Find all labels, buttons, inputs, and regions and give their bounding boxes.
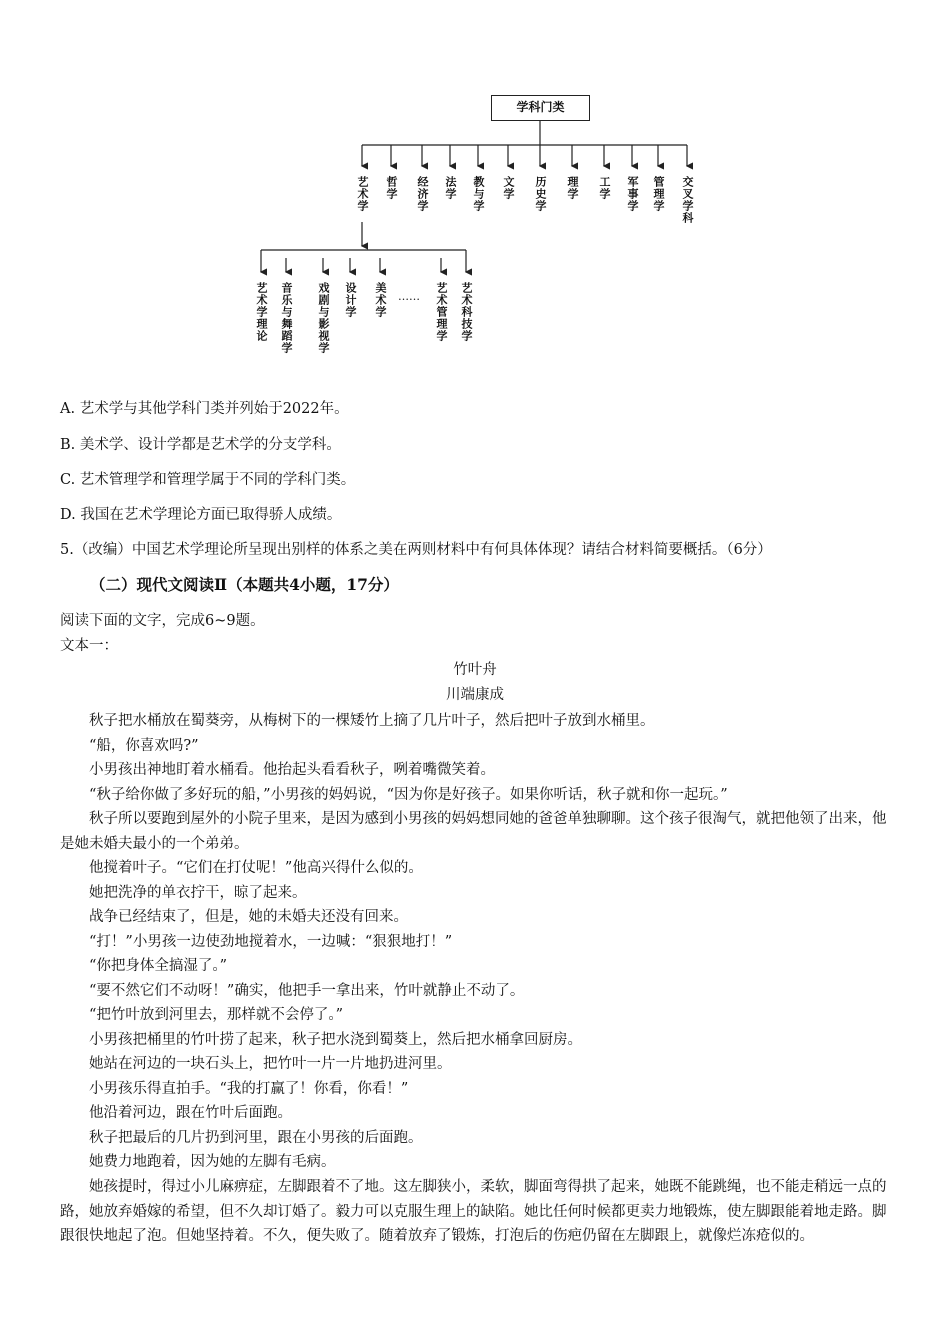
node-management: 管理学 xyxy=(652,176,665,212)
section-title: （二）现代文阅读Ⅱ（本题共4小题，17分） xyxy=(90,575,399,594)
story-author: 川端康成 xyxy=(446,687,504,703)
paragraph-9: “打！”小男孩一边使劲地搅着水，一边喊：“狠狠地打！” xyxy=(89,934,453,950)
option-b: B. 美术学、设计学都是艺术学的分支学科。 xyxy=(60,437,341,453)
node-music-dance: 音乐与舞蹈学 xyxy=(280,282,293,354)
option-c: C. 艺术管理学和管理学属于不同的学科门类。 xyxy=(60,472,356,488)
node-law: 法学 xyxy=(444,176,457,200)
paragraph-1: 秋子把水桶放在蜀葵旁，从梅树下的一棵矮竹上摘了几片叶子，然后把叶子放到水桶里。 xyxy=(89,713,655,729)
text-label: 文本一： xyxy=(60,638,118,654)
paragraph-18: 她费力地跑着，因为她的左脚有毛病。 xyxy=(89,1154,336,1170)
paragraph-7: 她把洗净的单衣拧干，晾了起来。 xyxy=(89,885,307,901)
node-philosophy: 哲学 xyxy=(385,176,398,200)
paragraph-14: 她站在河边的一块石头上，把竹叶一片一片地扔进河里。 xyxy=(89,1056,452,1072)
paragraph-5: 秋子所以要跑到屋外的小院子里来，是因为感到小男孩的妈妈想同她的爸爸单独聊聊。这个孩子很淘气，就把他领了出来，他是她未婚夫最小的一个弟弟。 xyxy=(60,811,887,852)
node-drama-film: 戏剧与影视学 xyxy=(317,282,330,354)
node-history: 历史学 xyxy=(534,176,547,212)
node-education: 教与学 xyxy=(472,176,485,212)
question-5: 5.（改编）中国艺术学理论所呈现出别样的体系之美在两则材料中有何具体体现？请结合材料简要概括。（6分） xyxy=(60,542,772,558)
ellipsis: …… xyxy=(398,290,420,303)
node-military: 军事学 xyxy=(626,176,639,212)
node-science: 理学 xyxy=(566,176,579,200)
instruction: 阅读下面的文字，完成6~9题。 xyxy=(60,613,265,629)
node-interdisciplinary: 交叉学科 xyxy=(681,176,694,224)
paragraph-13: 小男孩把桶里的竹叶捞了起来，秋子把水浇到蜀葵上，然后把水桶拿回厨房。 xyxy=(89,1032,582,1048)
paragraph-16: 他沿着河边，跟在竹叶后面跑。 xyxy=(89,1105,292,1121)
paragraph-15: 小男孩乐得直拍手。“我的打赢了！你看，你看！” xyxy=(89,1081,409,1097)
paragraph-8: 战争已经结束了，但是，她的未婚夫还没有回来。 xyxy=(89,909,408,925)
paragraph-10: “你把身体全搞湿了。” xyxy=(89,958,228,974)
option-a: A. 艺术学与其他学科门类并列始于2022年。 xyxy=(60,401,349,417)
node-engineering: 工学 xyxy=(598,176,611,200)
node-design: 设计学 xyxy=(344,282,357,318)
node-art-management: 艺术管理学 xyxy=(435,282,448,342)
paragraph-12: “把竹叶放到河里去，那样就不会停了。” xyxy=(89,1007,344,1023)
paragraph-19: 她孩提时，得过小儿麻痹症，左脚跟着不了地。这左脚狭小，柔软，脚面弯得拱了起来，她既不能跳绳，也不能走稍远一点的路，她放弃婚嫁的希望，但不久却订婚了。毅力可以克服生理上的缺陷。她比任何时候都更卖力地锻炼，使左脚跟能着地走路。脚跟很快地起了泡。但她坚持着。不久，便失败了。随着放弃了锻炼，打泡后的伤疤仍留在左脚跟上，就像烂冻疮似的。 xyxy=(60,1179,887,1244)
node-art-technology: 艺术科技学 xyxy=(460,282,473,342)
paragraph-17: 秋子把最后的几片扔到河里，跟在小男孩的后面跑。 xyxy=(89,1130,423,1146)
story-title: 竹叶舟 xyxy=(453,662,497,678)
paragraph-3: 小男孩出神地盯着水桶看。他抬起头看看秋子，咧着嘴微笑着。 xyxy=(89,762,495,778)
paragraph-4: “秋子给你做了多好玩的船，”小男孩的妈妈说，“因为你是好孩子。如果你听话，秋子就和你一起玩。” xyxy=(89,787,728,803)
node-art-theory: 艺术学理论 xyxy=(255,282,268,342)
paragraph-2: “船，你喜欢吗?” xyxy=(89,738,199,754)
discipline-tree-diagram xyxy=(0,0,950,380)
root-node: 学科门类 xyxy=(491,95,590,121)
paragraph-11: “要不然它们不动呀！”确实，他把手一拿出来，竹叶就静止不动了。 xyxy=(89,983,525,999)
node-art: 艺术学 xyxy=(356,176,369,212)
paragraph-6: 他搅着叶子。“它们在打仗呢！”他高兴得什么似的。 xyxy=(89,860,423,876)
node-literature: 文学 xyxy=(502,176,515,200)
node-economics: 经济学 xyxy=(416,176,429,212)
option-d: D. 我国在艺术学理论方面已取得骄人成绩。 xyxy=(60,507,342,523)
node-fine-arts: 美术学 xyxy=(374,282,387,318)
